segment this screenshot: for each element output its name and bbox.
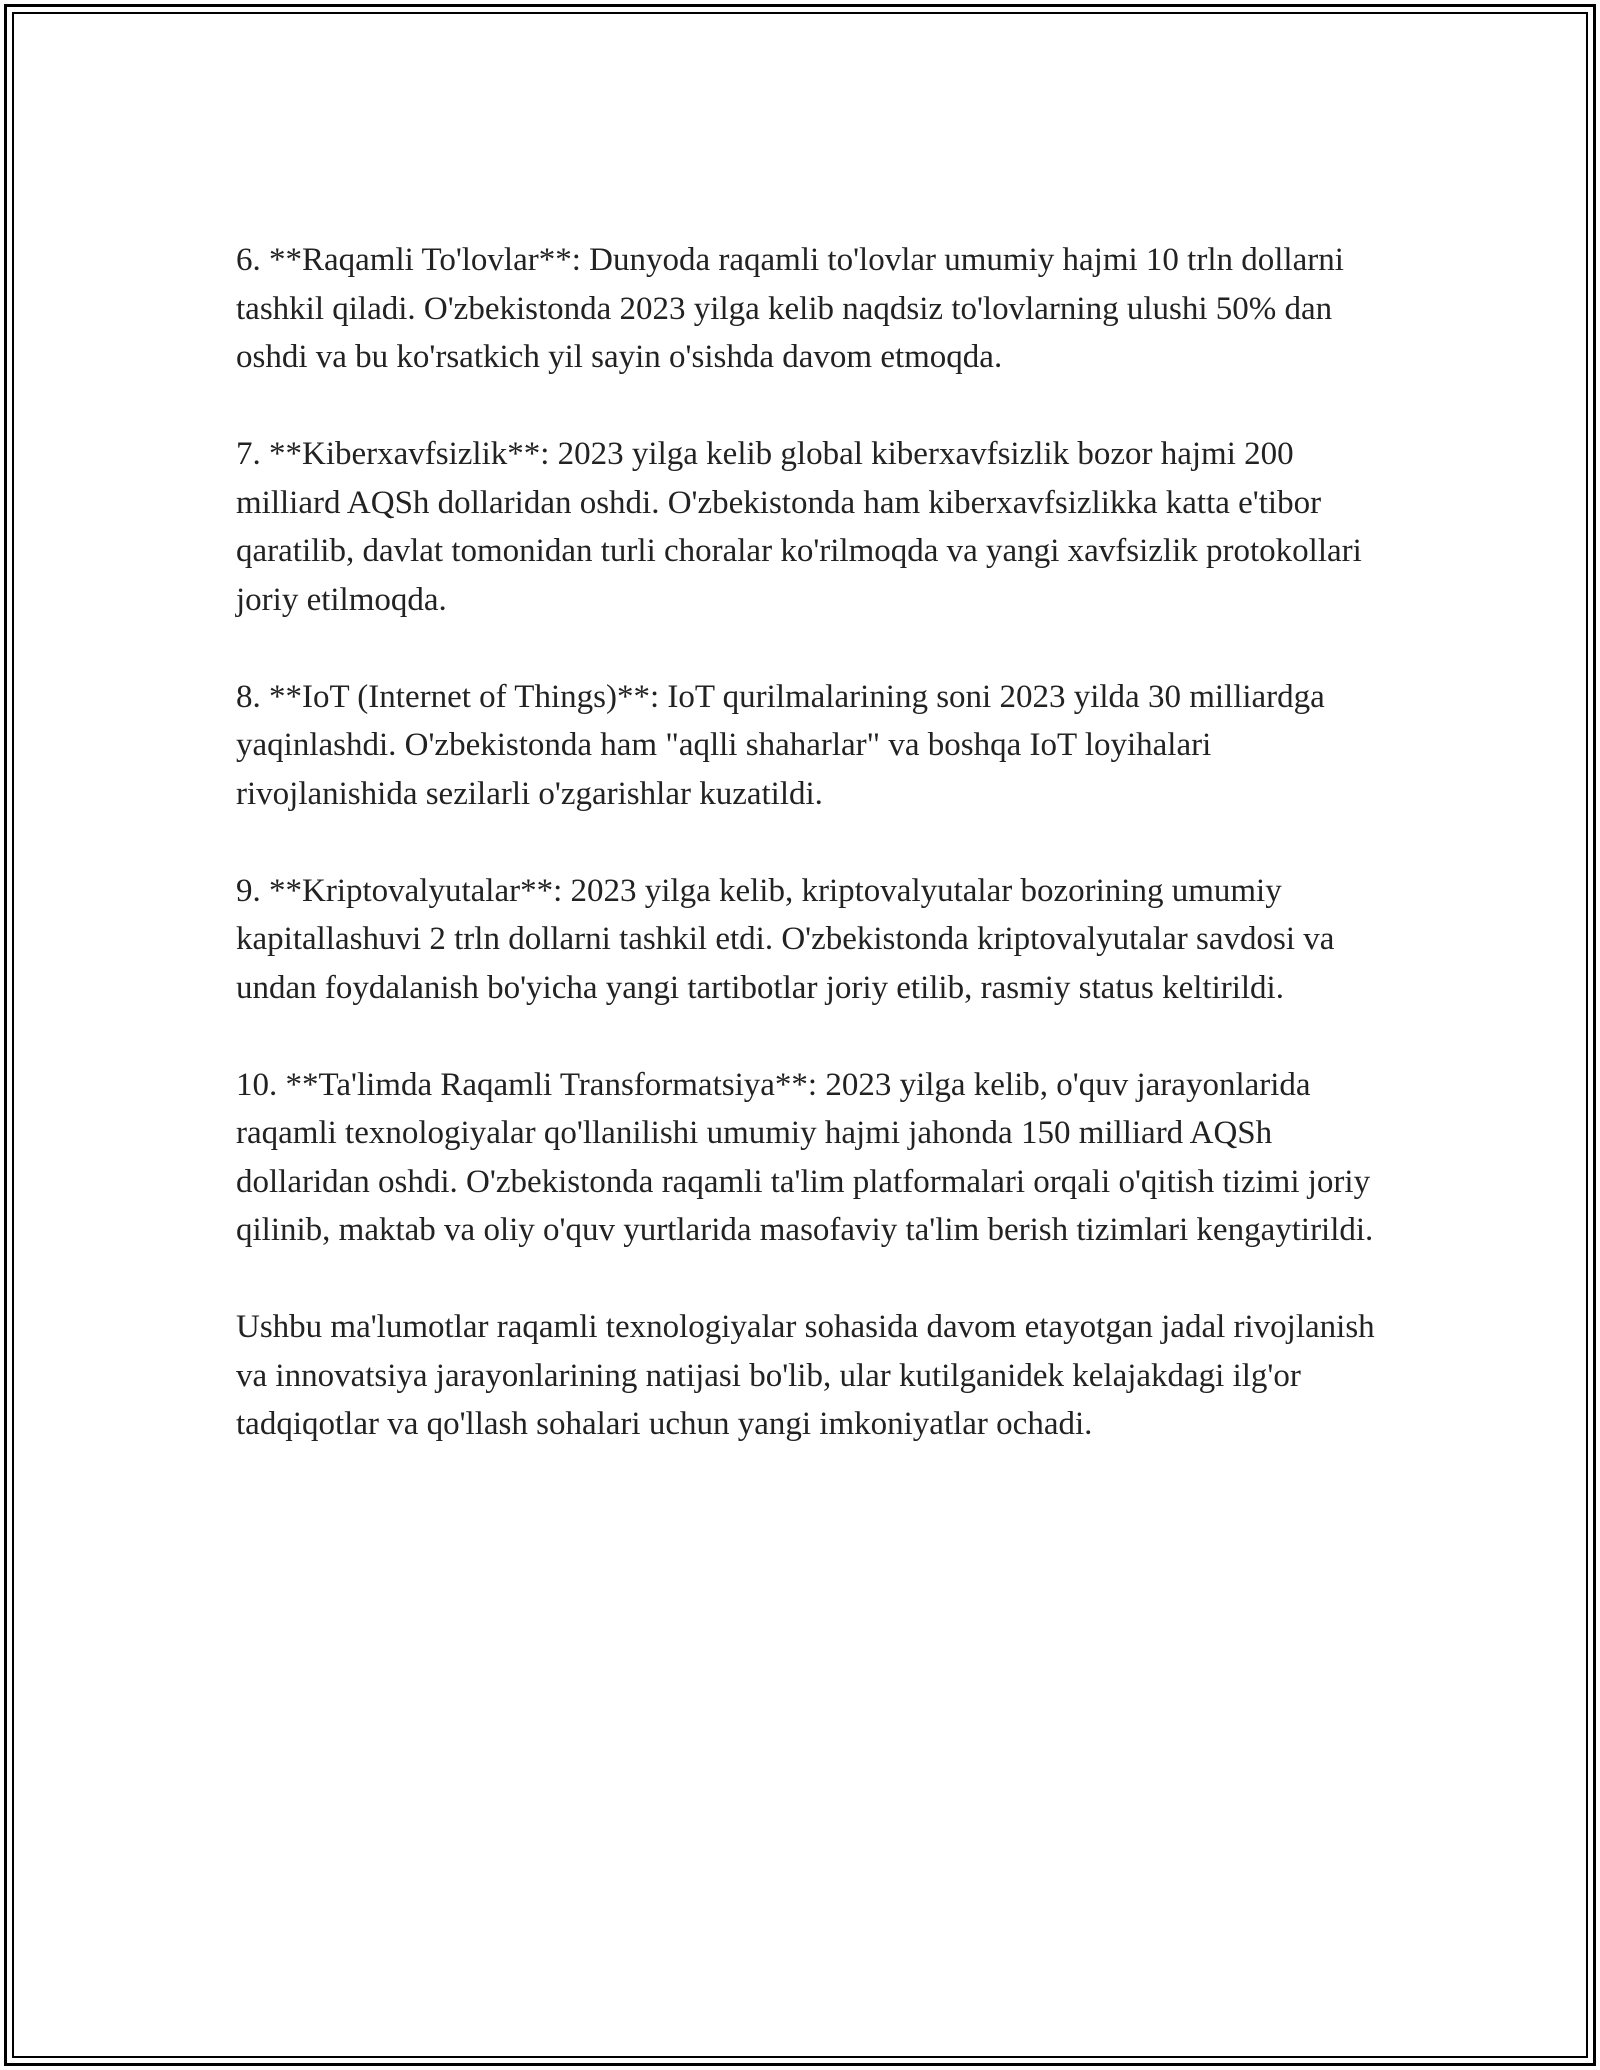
paragraph-iot: 8. **IoT (Internet of Things)**: IoT qurilmalarining soni 2023 yilda 30 milliardga yaqinlashdi. O'zbekistonda ham "aqlli shaharlar" va boshqa IoT loyihalari rivojlanishida sezilarli o'zgarishlar kuzatildi. — [236, 678, 1325, 812]
document-body — [236, 236, 1376, 1449]
paragraph-kiberxavfsizlik: 7. **Kiberxavfsizlik**: 2023 yilga kelib global kiberxavfsizlik bozor hajmi 200 milliard AQSh dollaridan oshdi. O'zbekistonda ham kiberxavfsizlikka katta e'tibor qaratilib, davlat tomonidan turli choralar ko'rilmoqda va yangi xavfsizlik protokollari joriy etilmoqda. — [236, 436, 1362, 618]
paragraph-kriptovalyutalar: 9. **Kriptovalyutalar**: 2023 yilga kelib, kriptovalyutalar bozorining umumiy kapitallashuvi 2 trln dollarni tashkil etdi. O'zbekistonda kriptovalyutalar savdosi va undan foydalanish bo'yicha yangi tartibotlar joriy etilib, rasmiy status keltirildi. — [236, 872, 1335, 1006]
paragraph-talimda-raqamli-transformatsiya: 10. **Ta'limda Raqamli Transformatsiya**: 2023 yilga kelib, o'quv jarayonlarida raqamli texnologiyalar qo'llanilishi umumiy hajmi jahonda 150 milliard AQSh dollaridan oshdi. O'zbekistonda raqamli ta'lim platformalari orqali o'qitish tizimi joriy qilinib, maktab va oliy o'quv yurtlarida masofaviy ta'lim berish tizimlari kengaytirildi. — [236, 1066, 1374, 1248]
paragraph-conclusion: Ushbu ma'lumotlar raqamli texnologiyalar sohasida davom etayotgan jadal rivojlanish va innovatsiya jarayonlarining natijasi bo'lib, ular kutilganidek kelajakdagi ilg'or tadqiqotlar va qo'llash sohalari uchun yangi imkoniyatlar ochadi. — [236, 1309, 1375, 1442]
paragraph-raqamli-tolovlar: 6. **Raqamli To'lovlar**: Dunyoda raqamli to'lovlar umumiy hajmi 10 trln dollarni tashkil qiladi. O'zbekistonda 2023 yilga kelib naqdsiz to'lovlarning ulushi 50% dan oshdi va bu ko'rsatkich yil sayin o'sishda davom etmoqda. — [236, 242, 1344, 375]
